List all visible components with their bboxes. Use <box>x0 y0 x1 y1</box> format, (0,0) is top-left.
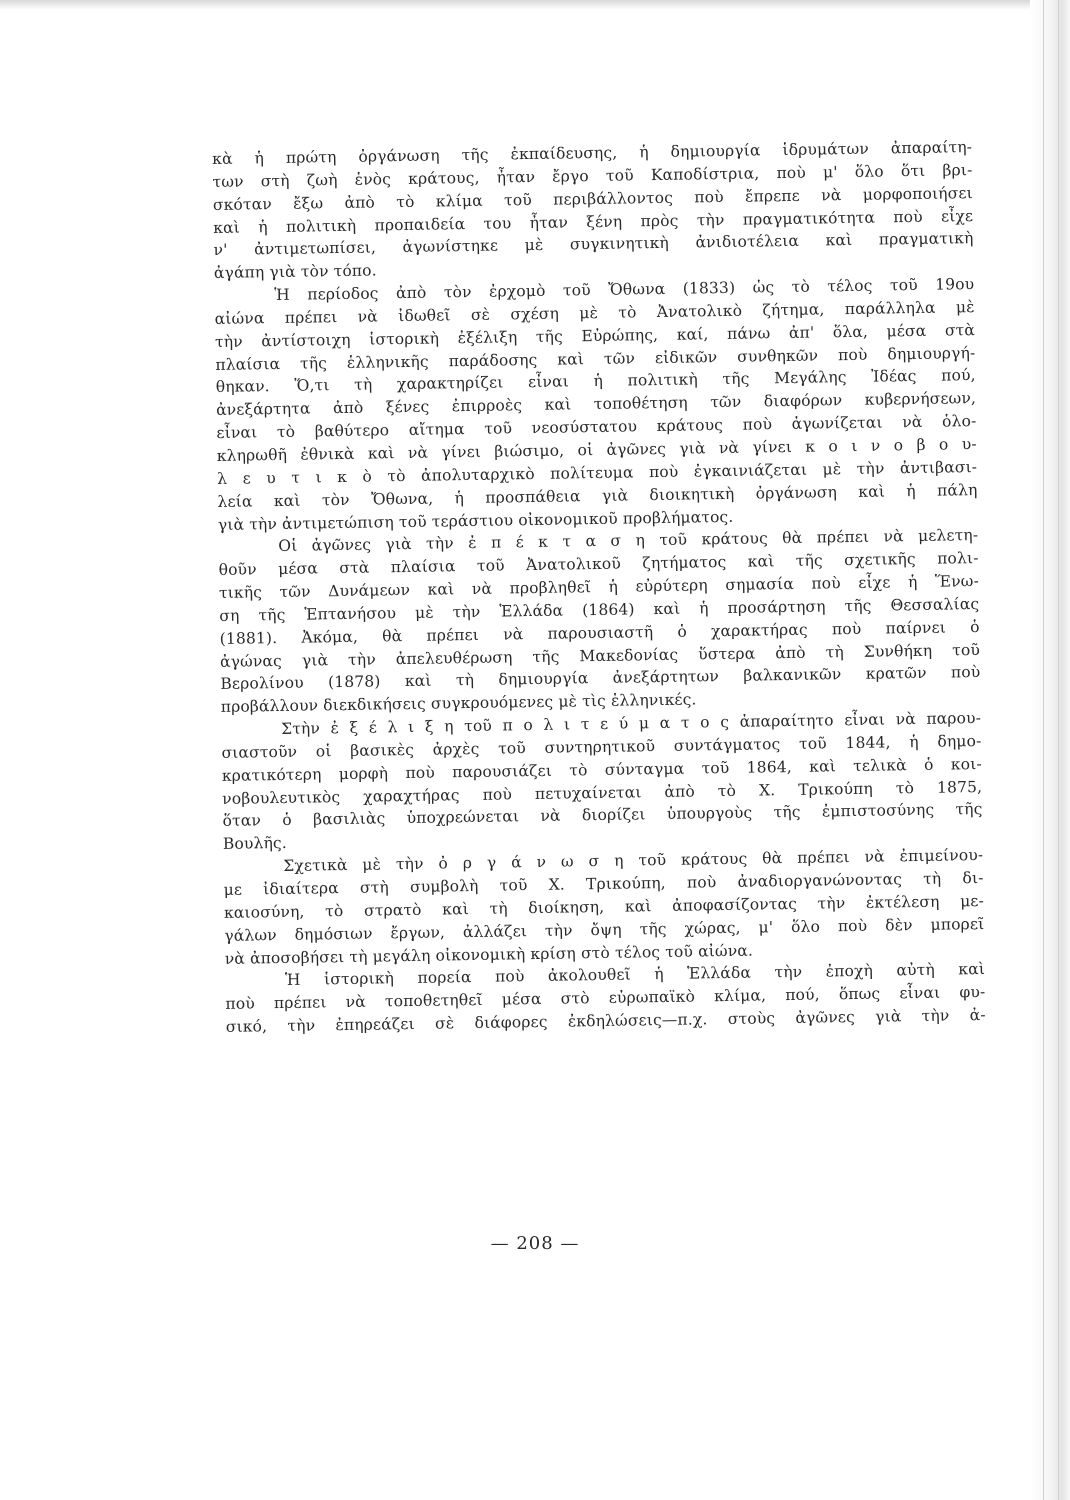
text-line: ὅταν ὁ βασιλιὰς ὑποχρεώνεται νὰ διορίζει ὑπουργοὺς τῆς ἐμπιστοσύνης τῆς <box>222 800 983 831</box>
page-body-text <box>212 136 986 1039</box>
text-line: Ἡ ἱστορικὴ πορεία ποὺ ἀκολουθεῖ ἡ Ἑλλάδα τὴν ἐποχὴ αὐτὴ καὶ <box>284 960 986 990</box>
text-line: των στὴ ζωὴ ἑνὸς κράτους, ἦταν ἔργο τοῦ Καποδίστρια, ποὺ μ' ὅλο ὅτι βρι- <box>212 160 973 191</box>
text-line: ἀγώνας γιὰ τὴν ἀπελευθέρωση τῆς Μακεδονίας ὕστερα ἀπὸ τὴ Συνθήκη τοῦ <box>219 640 981 671</box>
text-line: τικῆς τῶν Δυνάμεων καὶ νὰ προβληθεῖ ἡ εὐρύτερη σημασία ποὺ εἶχε ἡ Ἕνω- <box>218 572 980 602</box>
scan-edge-top <box>0 0 1070 10</box>
scan-edge-line <box>1058 0 1059 1500</box>
text-line: σικό, τὴν ἐπηρεάζει σὲ διάφορες ἐκδηλώσεις—π.χ. στοὺς ἀγῶνες γιὰ τὴν ἀ- <box>225 1006 986 1036</box>
text-line: εἶναι τὸ βαθύτερο αἴτημα τοῦ νεοσύστατου κράτους ποὺ ἀγωνίζεται νὰ ὁλο- <box>216 412 977 443</box>
text-line: ἀνεξάρτητα ἀπὸ ξένες ἐπιρροὲς καὶ τοποθέτηση τῶν διαφόρων κυβερνήσεων, <box>215 389 977 420</box>
text-line: θηκαν. Ὅ,τι τὴ χαρακτηρίζει εἶναι ἡ πολιτικὴ τῆς Μεγάλης Ἰδέας πού, <box>215 366 976 397</box>
text-line: τὴν ἀντίστοιχη ἱστορικὴ ἐξέλιξη τῆς Εὐρώπης, καί, πάνω ἀπ' ὅλα, μέσα στὰ <box>214 320 976 351</box>
text-line: νοβουλευτικὸς χαραχτήρας ποὺ πετυχαίνεται ἀπὸ τὸ Χ. Τρικούπη τὸ 1875, <box>222 777 983 808</box>
text-line: γάλων δημόσιων ἔργων, ἀλλάζει τὴν ὄψη τῆς χώρας, μ' ὅλο ποὺ δὲν μπορεῖ <box>224 914 985 945</box>
text-line: αἰώνα πρέπει νὰ ἰδωθεῖ σὲ σχέση μὲ τὸ Ἀνατολικὸ ζήτημα, παράλληλα μὲ <box>214 297 975 328</box>
text-line: ν' ἀντιμετωπίσει, ἀγωνίστηκε μὲ συγκινητικὴ ἀνιδιοτέλεια καὶ πραγματικὴ <box>213 229 974 260</box>
text-line: κρατικότερη μορφὴ ποὺ παρουσιάζει τὸ σύνταγμα τοῦ 1864, καὶ τελικὰ ὁ κοι- <box>221 754 982 785</box>
text-line: καὶ ἡ πολιτικὴ προπαιδεία του ἦταν ξένη πρὸς τὴν πραγματικότητα ποὺ εἶχε <box>213 206 974 237</box>
paragraph <box>225 958 986 1038</box>
text-line: Σχετικὰ μὲ τὴν ὀ ρ γ ά ν ω σ η τοῦ κράτους θὰ πρέπει νὰ ἐπιμείνου- <box>283 846 984 876</box>
text-line: με ἰδιαίτερα στὴ συμβολὴ τοῦ Χ. Τρικούπη, ποὺ ἀναδιοργανώνοντας τὴ δι- <box>223 868 984 899</box>
text-line: Ἡ περίοδος ἀπὸ τὸν ἐρχομὸ τοῦ Ὄθωνα (1833) ὡς τὸ τέλος τοῦ 19ου <box>274 275 975 305</box>
text-line: κληρωθῆ ἐθνικὰ καὶ νὰ γίνει βιώσιμο, οἱ ἀγῶνες γιὰ νὰ γίνει κ ο ι ν ο β ο υ- <box>216 434 977 465</box>
text-line: πλαίσια τῆς ἑλληνικῆς παράδοσης καὶ τῶν εἰδικῶν συνθηκῶν ποὺ δημιουργή- <box>215 343 976 374</box>
scan-edge-line <box>1043 0 1044 1500</box>
paragraph <box>212 136 974 285</box>
paragraph <box>218 524 981 719</box>
text-line: προβάλλουν διεκδικήσεις συγκρουόμενες μὲ τὶς ἑλληνικές. <box>220 690 697 717</box>
text-line: ση τῆς Ἑπτανήσου μὲ τὴν Ἑλλάδα (1864) καὶ ἡ προσάρτηση τῆς Θεσσαλίας <box>219 594 980 625</box>
text-line: καιοσύνη, τὸ στρατὸ καὶ τὴ διοίκηση, καὶ ἀποφασίζοντας τὴν ἐκτέλεση με- <box>223 891 985 922</box>
paragraph <box>214 273 978 536</box>
text-line: Βερολίνου (1878) καὶ τὴ δημιουργία ἀνεξάρτητων βαλκανικῶν κρατῶν ποὺ <box>220 663 981 694</box>
text-line: γιὰ τὴν ἀντιμετώπιση τοῦ τεράστιου οἰκονομικοῦ προβλήματος. <box>217 507 734 534</box>
paragraph <box>221 707 983 856</box>
text-line: θοῦν μέσα στὰ πλαίσια τοῦ Ἀνατολικοῦ ζητήματος καὶ τῆς σχετικῆς πολι- <box>218 549 979 580</box>
paragraph <box>223 844 985 970</box>
text-line: νὰ ἀποσοβήσει τὴ μεγάλη οἰκονομικὴ κρίση στὸ τέλος τοῦ αἰώνα. <box>224 941 754 968</box>
text-line: Βουλῆς. <box>222 834 287 854</box>
scan-edge-right <box>1030 0 1070 1500</box>
text-line: Στὴν ἐ ξ έ λ ι ξ η τοῦ π ο λ ι τ ε ύ μ α τ ο ς ἀπαραίτητο εἶναι νὰ παρου- <box>280 709 982 739</box>
text-line: ἀγάπη γιὰ τὸν τόπο. <box>213 261 377 283</box>
text-line: Οἱ ἀγῶνες γιὰ τὴν ἐ π έ κ τ α σ η τοῦ κράτους θὰ πρέπει νὰ μελετη- <box>278 526 979 556</box>
text-line: σιαστοῦν οἱ βασικὲς ἀρχὲς τοῦ συντηρητικοῦ συντάγματος τοῦ 1844, ἡ δημο- <box>221 731 982 762</box>
page-number: — 208 — <box>490 1233 580 1254</box>
text-line: λεία καὶ τὸν Ὄθωνα, ἡ προσπάθεια γιὰ διοικητικὴ ὀργάνωση καὶ ἡ πάλη <box>217 480 978 511</box>
text-line: ποὺ πρέπει νὰ τοποθετηθεῖ μέσα στὸ εὐρωπαϊκὸ κλίμα, πού, ὅπως εἶναι φυ- <box>225 983 986 1014</box>
text-line: (1881). Ἀκόμα, θὰ πρέπει νὰ παρουσιαστῆ ὁ χαρακτήρας ποὺ παίρνει ὁ <box>219 617 980 648</box>
text-line: σκόταν ἔξω ἀπὸ τὸ κλίμα τοῦ περιβάλλοντος ποὺ ἔπρεπε νὰ μορφοποιήσει <box>212 183 973 214</box>
text-line: λ ε υ τ ι κ ὸ τὸ ἀπολυταρχικὸ πολίτευμα ποὺ ἐγκαινιάζεται μὲ τὴν ἀντιβασι- <box>217 457 978 488</box>
text-line: κὰ ἡ πρώτη ὀργάνωση τῆς ἐκπαίδευσης, ἡ δημιουργία ἱδρυμάτων ἀπαραίτη- <box>212 138 973 168</box>
